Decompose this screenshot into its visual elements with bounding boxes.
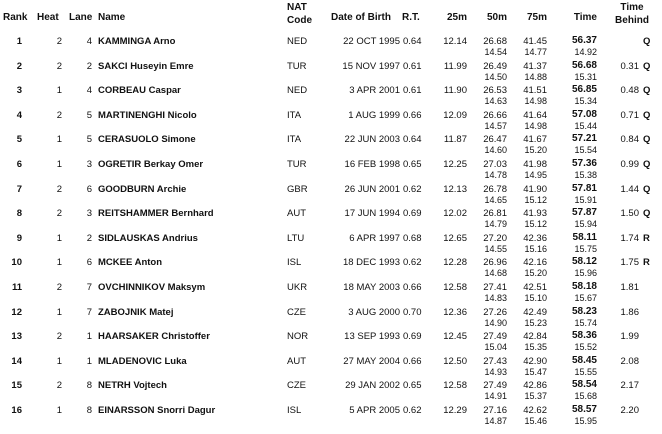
- lap-split-75m: 15.12: [524, 194, 547, 205]
- reaction-time: 0.64: [403, 36, 422, 47]
- nat-code: AUT: [287, 208, 306, 220]
- lap-split-50m: 14.90: [484, 317, 507, 328]
- reaction-time: 0.66: [403, 355, 422, 367]
- qualification-mark: Q: [643, 134, 651, 146]
- header-reaction-time: R.T.: [402, 12, 420, 23]
- heat-cell: 1: [56, 355, 62, 367]
- lap-split-100m: 15.67: [574, 293, 597, 303]
- swimmer-name: CORBEAU Caspar: [98, 85, 181, 97]
- split-25m: 12.02: [443, 208, 467, 220]
- lap-split-100m: 14.92: [574, 47, 597, 57]
- lane-cell: 5: [86, 134, 92, 146]
- reaction-time: 0.65: [403, 380, 422, 392]
- time-behind: 2.20: [620, 405, 639, 416]
- lap-split-100m: 15.96: [574, 268, 597, 279]
- lap-split-50m: 14.65: [484, 194, 507, 205]
- header-time: Time: [573, 12, 597, 23]
- header-split-25m: 25m: [446, 12, 467, 23]
- heat-cell: 2: [56, 109, 62, 121]
- split-25m: 12.65: [443, 232, 467, 244]
- lap-split-50m: 14.55: [484, 243, 507, 254]
- result-row: [0, 354, 662, 378]
- nat-code: TUR: [287, 159, 307, 170]
- date-of-birth: 17 JUN 1994: [344, 208, 400, 220]
- swimmer-name: ZABOJNIK Matej: [98, 306, 174, 318]
- swimmer-name: SIDLAUSKAS Andrius: [98, 232, 198, 244]
- nat-code: TUR: [287, 60, 307, 72]
- time-behind: 0.48: [620, 85, 639, 97]
- rank-cell: 3: [16, 85, 22, 97]
- split-25m: 12.29: [443, 405, 467, 416]
- header-behind-line1: Time: [620, 2, 644, 13]
- reaction-time: 0.69: [403, 331, 422, 343]
- lane-cell: 4: [86, 85, 92, 97]
- lane-cell: 1: [86, 355, 92, 367]
- lap-split-100m: 15.75: [574, 243, 597, 254]
- reaction-time: 0.66: [403, 109, 422, 121]
- split-50m: 27.20: [483, 232, 507, 244]
- rank-cell: 8: [16, 208, 22, 220]
- date-of-birth: 15 NOV 1997: [342, 60, 400, 72]
- lap-split-50m: 14.79: [484, 219, 507, 230]
- header-split-75m: 75m: [526, 12, 547, 23]
- final-time: 56.85: [571, 84, 597, 96]
- header-date-of-birth: Date of Birth: [331, 12, 391, 23]
- result-row: [0, 255, 662, 279]
- lap-split-75m: 15.46: [524, 416, 547, 426]
- result-row: [0, 206, 662, 230]
- rank-cell: 4: [16, 109, 22, 121]
- result-row: [0, 231, 662, 255]
- heat-cell: 2: [56, 183, 62, 195]
- split-25m: 11.87: [443, 134, 467, 146]
- heat-cell: 2: [56, 36, 62, 47]
- rank-cell: 14: [11, 355, 22, 367]
- qualification-mark: Q: [643, 85, 651, 97]
- split-25m: 12.25: [443, 159, 467, 170]
- lap-split-75m: 14.98: [524, 96, 547, 107]
- rank-cell: 10: [11, 257, 22, 269]
- split-25m: 12.36: [443, 306, 467, 318]
- result-row: [0, 59, 662, 83]
- heat-cell: 1: [56, 405, 62, 416]
- lane-cell: 8: [86, 405, 92, 416]
- lap-split-75m: 15.35: [524, 342, 547, 353]
- lane-cell: 7: [86, 282, 92, 293]
- lap-split-50m: 14.60: [484, 145, 507, 156]
- final-time: 58.11: [572, 231, 597, 243]
- split-75m: 41.37: [523, 60, 547, 72]
- nat-code: UKR: [287, 282, 308, 293]
- nat-code: NED: [287, 85, 308, 97]
- final-time: 57.21: [571, 133, 597, 145]
- lap-split-100m: 15.68: [574, 391, 597, 402]
- rank-cell: 12: [11, 306, 22, 318]
- time-behind: 0.99: [620, 159, 639, 170]
- lap-split-75m: 15.12: [524, 219, 547, 230]
- final-time: 56.37: [571, 35, 597, 46]
- rank-cell: 13: [11, 331, 22, 343]
- reaction-time: 0.62: [403, 183, 422, 195]
- date-of-birth: 3 APR 2001: [349, 85, 400, 97]
- heat-cell: 2: [56, 331, 62, 343]
- result-row: [0, 305, 662, 329]
- split-25m: 12.28: [443, 257, 467, 269]
- result-row: [0, 132, 662, 156]
- lane-cell: 3: [86, 159, 92, 170]
- nat-code: ISL: [287, 257, 302, 269]
- split-50m: 26.78: [483, 183, 507, 195]
- lap-split-75m: 15.20: [524, 268, 547, 279]
- split-25m: 12.09: [443, 109, 467, 121]
- swimmer-name: MLADENOVIC Luka: [98, 355, 187, 367]
- time-behind: 1.86: [620, 306, 639, 318]
- final-time: 57.87: [571, 207, 597, 219]
- final-time: 58.18: [571, 281, 597, 292]
- date-of-birth: 22 OCT 1995: [343, 36, 400, 47]
- split-50m: 26.53: [483, 85, 507, 97]
- result-row: [0, 182, 662, 206]
- header-heat: Heat: [37, 12, 59, 23]
- lap-split-75m: 15.37: [524, 391, 547, 402]
- split-50m: 27.41: [483, 282, 507, 293]
- lap-split-100m: 15.54: [574, 145, 597, 156]
- result-row: [0, 83, 662, 107]
- heat-cell: 1: [56, 257, 62, 269]
- heat-cell: 2: [56, 282, 62, 293]
- qualification-mark: Q: [643, 208, 651, 220]
- split-25m: 12.50: [443, 355, 467, 367]
- lap-split-75m: 15.10: [524, 293, 547, 303]
- date-of-birth: 13 SEP 1993: [344, 331, 400, 343]
- result-row: [0, 157, 662, 181]
- time-behind: 1.75: [620, 257, 639, 269]
- final-time: 58.36: [571, 330, 597, 342]
- final-time: 58.54: [571, 379, 597, 391]
- swimmer-name: CERASUOLO Simone: [98, 134, 196, 146]
- swimmer-name: HAARSAKER Christoffer: [98, 331, 210, 343]
- heat-cell: 1: [56, 134, 62, 146]
- split-25m: 12.58: [443, 380, 467, 392]
- result-row: [0, 108, 662, 132]
- lap-split-50m: 14.68: [484, 268, 507, 279]
- swimmer-name: MARTINENGHI Nicolo: [98, 109, 197, 121]
- split-75m: 42.16: [523, 257, 547, 269]
- split-25m: 11.99: [443, 60, 467, 72]
- lap-split-50m: 14.50: [484, 71, 507, 82]
- rank-cell: 11: [11, 282, 22, 293]
- nat-code: ISL: [287, 405, 302, 416]
- split-75m: 42.62: [523, 405, 547, 416]
- reaction-time: 0.66: [403, 282, 422, 293]
- lap-split-75m: 15.16: [524, 243, 547, 254]
- lane-cell: 6: [86, 183, 92, 195]
- time-behind: 0.71: [620, 109, 639, 121]
- time-behind: 0.31: [620, 60, 639, 72]
- time-behind: 1.50: [620, 208, 639, 220]
- date-of-birth: 3 AUG 2000: [348, 306, 400, 318]
- reaction-time: 0.61: [403, 85, 422, 97]
- split-75m: 42.86: [523, 380, 547, 392]
- lane-cell: 3: [86, 208, 92, 220]
- time-behind: 1.81: [620, 282, 639, 293]
- reaction-time: 0.65: [403, 159, 422, 170]
- split-50m: 27.49: [483, 331, 507, 343]
- rank-cell: 2: [16, 60, 22, 72]
- split-50m: 27.16: [483, 405, 507, 416]
- nat-code: ITA: [287, 134, 302, 146]
- lap-split-50m: 14.83: [484, 293, 507, 303]
- heat-cell: 1: [56, 232, 62, 244]
- nat-code: CZE: [287, 380, 306, 392]
- lap-split-50m: 14.87: [484, 416, 507, 426]
- lane-cell: 2: [86, 232, 92, 244]
- swimmer-name: EINARSSON Snorri Dagur: [98, 405, 216, 416]
- nat-code: AUT: [287, 355, 306, 367]
- reaction-time: 0.62: [403, 405, 422, 416]
- qualification-mark: Q: [643, 109, 651, 121]
- rank-cell: 9: [16, 232, 22, 244]
- header-name: Name: [98, 12, 126, 23]
- time-behind: 1.99: [620, 331, 639, 343]
- heat-cell: 2: [56, 208, 62, 220]
- lap-split-50m: 14.78: [484, 170, 507, 180]
- header-nat-line1: NAT: [287, 2, 307, 13]
- split-50m: 26.81: [483, 208, 507, 220]
- date-of-birth: 1 AUG 1999: [348, 109, 400, 121]
- lap-split-100m: 15.55: [574, 366, 597, 377]
- date-of-birth: 16 FEB 1998: [344, 159, 400, 170]
- lap-split-75m: 15.20: [524, 145, 547, 156]
- time-behind: 2.08: [620, 355, 639, 367]
- split-75m: 41.90: [523, 183, 547, 195]
- date-of-birth: 29 JAN 2002: [345, 380, 400, 392]
- result-row: [0, 34, 662, 58]
- lap-split-100m: 15.31: [574, 71, 597, 82]
- split-50m: 26.47: [483, 134, 507, 146]
- lap-split-75m: 15.23: [524, 317, 547, 328]
- split-75m: 42.84: [523, 331, 547, 343]
- lap-split-75m: 14.98: [524, 120, 547, 131]
- split-75m: 41.64: [523, 109, 547, 121]
- lap-split-50m: 15.04: [484, 342, 507, 353]
- split-75m: 42.49: [523, 306, 547, 318]
- date-of-birth: 18 MAY 2003: [343, 282, 400, 293]
- lap-split-100m: 15.38: [574, 170, 597, 180]
- nat-code: CZE: [287, 306, 306, 318]
- lane-cell: 5: [86, 109, 92, 121]
- swimmer-name: KAMMINGA Arno: [98, 36, 176, 47]
- header-split-50m: 50m: [486, 12, 507, 23]
- rank-cell: 1: [16, 36, 22, 47]
- split-50m: 26.96: [483, 257, 507, 269]
- lap-split-50m: 14.54: [484, 47, 507, 57]
- rank-cell: 7: [16, 183, 22, 195]
- split-75m: 42.90: [523, 355, 547, 367]
- lap-split-100m: 15.34: [574, 96, 597, 107]
- final-time: 58.12: [571, 256, 597, 268]
- final-time: 57.36: [571, 158, 597, 169]
- split-50m: 26.49: [483, 60, 507, 72]
- result-row: [0, 403, 662, 427]
- lap-split-75m: 14.95: [524, 170, 547, 180]
- lap-split-75m: 14.88: [524, 71, 547, 82]
- lap-split-100m: 15.91: [574, 194, 597, 205]
- qualification-mark: Q: [643, 183, 651, 195]
- swimmer-name: GOODBURN Archie: [98, 183, 187, 195]
- split-75m: 41.93: [523, 208, 547, 220]
- swimmer-name: NETRH Vojtech: [98, 380, 167, 392]
- split-75m: 42.51: [523, 282, 547, 293]
- lap-split-100m: 15.74: [574, 317, 597, 328]
- time-behind: 1.74: [620, 232, 639, 244]
- qualification-mark: Q: [643, 36, 651, 47]
- split-75m: 41.51: [523, 85, 547, 97]
- time-behind: 2.17: [620, 380, 639, 392]
- lap-split-50m: 14.63: [484, 96, 507, 107]
- rank-cell: 5: [16, 134, 22, 146]
- result-row: [0, 378, 662, 402]
- lane-cell: 8: [86, 380, 92, 392]
- nat-code: LTU: [287, 232, 305, 244]
- result-row: [0, 329, 662, 353]
- time-behind: 0.84: [620, 134, 639, 146]
- nat-code: ITA: [287, 109, 302, 121]
- lane-cell: 1: [86, 331, 92, 343]
- rank-cell: 16: [11, 405, 22, 416]
- nat-code: NOR: [287, 331, 309, 343]
- swimmer-name: OGRETIR Berkay Omer: [98, 159, 204, 170]
- lane-cell: 6: [86, 257, 92, 269]
- final-time: 56.68: [571, 59, 597, 71]
- heat-cell: 1: [56, 85, 62, 97]
- date-of-birth: 5 APR 2005: [349, 405, 400, 416]
- split-75m: 41.67: [523, 134, 547, 146]
- lane-cell: 4: [86, 36, 92, 47]
- reaction-time: 0.62: [403, 257, 422, 269]
- lap-split-50m: 14.91: [484, 391, 507, 402]
- heat-cell: 1: [56, 159, 62, 170]
- rank-cell: 6: [16, 159, 22, 170]
- header-behind-line2: Behind: [615, 15, 649, 26]
- heat-cell: 2: [56, 380, 62, 392]
- split-75m: 41.45: [523, 36, 547, 47]
- reaction-time: 0.70: [403, 306, 422, 318]
- lap-split-100m: 15.52: [574, 342, 597, 353]
- swimmer-name: OVCHINNIKOV Maksym: [98, 282, 206, 293]
- qualification-mark: R: [643, 232, 650, 244]
- split-25m: 12.13: [443, 183, 467, 195]
- final-time: 58.57: [571, 404, 597, 415]
- lane-cell: 7: [86, 306, 92, 318]
- split-50m: 27.43: [483, 355, 507, 367]
- split-25m: 12.14: [443, 36, 467, 47]
- lap-split-75m: 15.47: [524, 366, 547, 377]
- final-time: 58.45: [571, 354, 597, 366]
- reaction-time: 0.69: [403, 208, 422, 220]
- header-lane: Lane: [69, 12, 93, 23]
- swimmer-name: REITSHAMMER Bernhard: [98, 208, 214, 220]
- swimmer-name: MCKEE Anton: [98, 257, 163, 269]
- rank-cell: 15: [11, 380, 22, 392]
- date-of-birth: 18 DEC 1993: [342, 257, 400, 269]
- date-of-birth: 26 JUN 2001: [344, 183, 400, 195]
- lane-cell: 2: [86, 60, 92, 72]
- heat-cell: 1: [56, 306, 62, 318]
- date-of-birth: 6 APR 1997: [349, 232, 400, 244]
- qualification-mark: Q: [643, 159, 651, 170]
- results-header: [0, 0, 662, 34]
- split-50m: 26.66: [483, 109, 507, 121]
- final-time: 57.08: [571, 108, 597, 120]
- reaction-time: 0.61: [403, 60, 422, 72]
- date-of-birth: 27 MAY 2004: [343, 355, 400, 367]
- split-25m: 11.90: [443, 85, 467, 97]
- split-50m: 27.03: [483, 159, 507, 170]
- split-50m: 26.68: [483, 36, 507, 47]
- result-row: [0, 280, 662, 304]
- qualification-mark: Q: [643, 60, 651, 72]
- split-75m: 41.98: [523, 159, 547, 170]
- reaction-time: 0.68: [403, 232, 422, 244]
- final-time: 58.23: [571, 305, 597, 317]
- lap-split-100m: 15.44: [574, 120, 597, 131]
- qualification-mark: R: [643, 257, 650, 269]
- split-50m: 27.49: [483, 380, 507, 392]
- heat-cell: 2: [56, 60, 62, 72]
- date-of-birth: 22 JUN 2003: [344, 134, 400, 146]
- lap-split-50m: 14.93: [484, 366, 507, 377]
- header-nat-line2: Code: [287, 15, 312, 26]
- lap-split-100m: 15.95: [574, 416, 597, 426]
- split-50m: 27.26: [483, 306, 507, 318]
- nat-code: NED: [287, 36, 308, 47]
- final-time: 57.81: [571, 182, 597, 194]
- lap-split-75m: 14.77: [524, 47, 547, 57]
- split-25m: 12.58: [443, 282, 467, 293]
- split-75m: 42.36: [523, 232, 547, 244]
- nat-code: GBR: [287, 183, 308, 195]
- lap-split-100m: 15.94: [574, 219, 597, 230]
- lap-split-50m: 14.57: [484, 120, 507, 131]
- split-25m: 12.45: [443, 331, 467, 343]
- header-rank: Rank: [3, 12, 28, 23]
- swimmer-name: SAKCI Huseyin Emre: [98, 60, 194, 72]
- time-behind: 1.44: [620, 183, 639, 195]
- reaction-time: 0.64: [403, 134, 422, 146]
